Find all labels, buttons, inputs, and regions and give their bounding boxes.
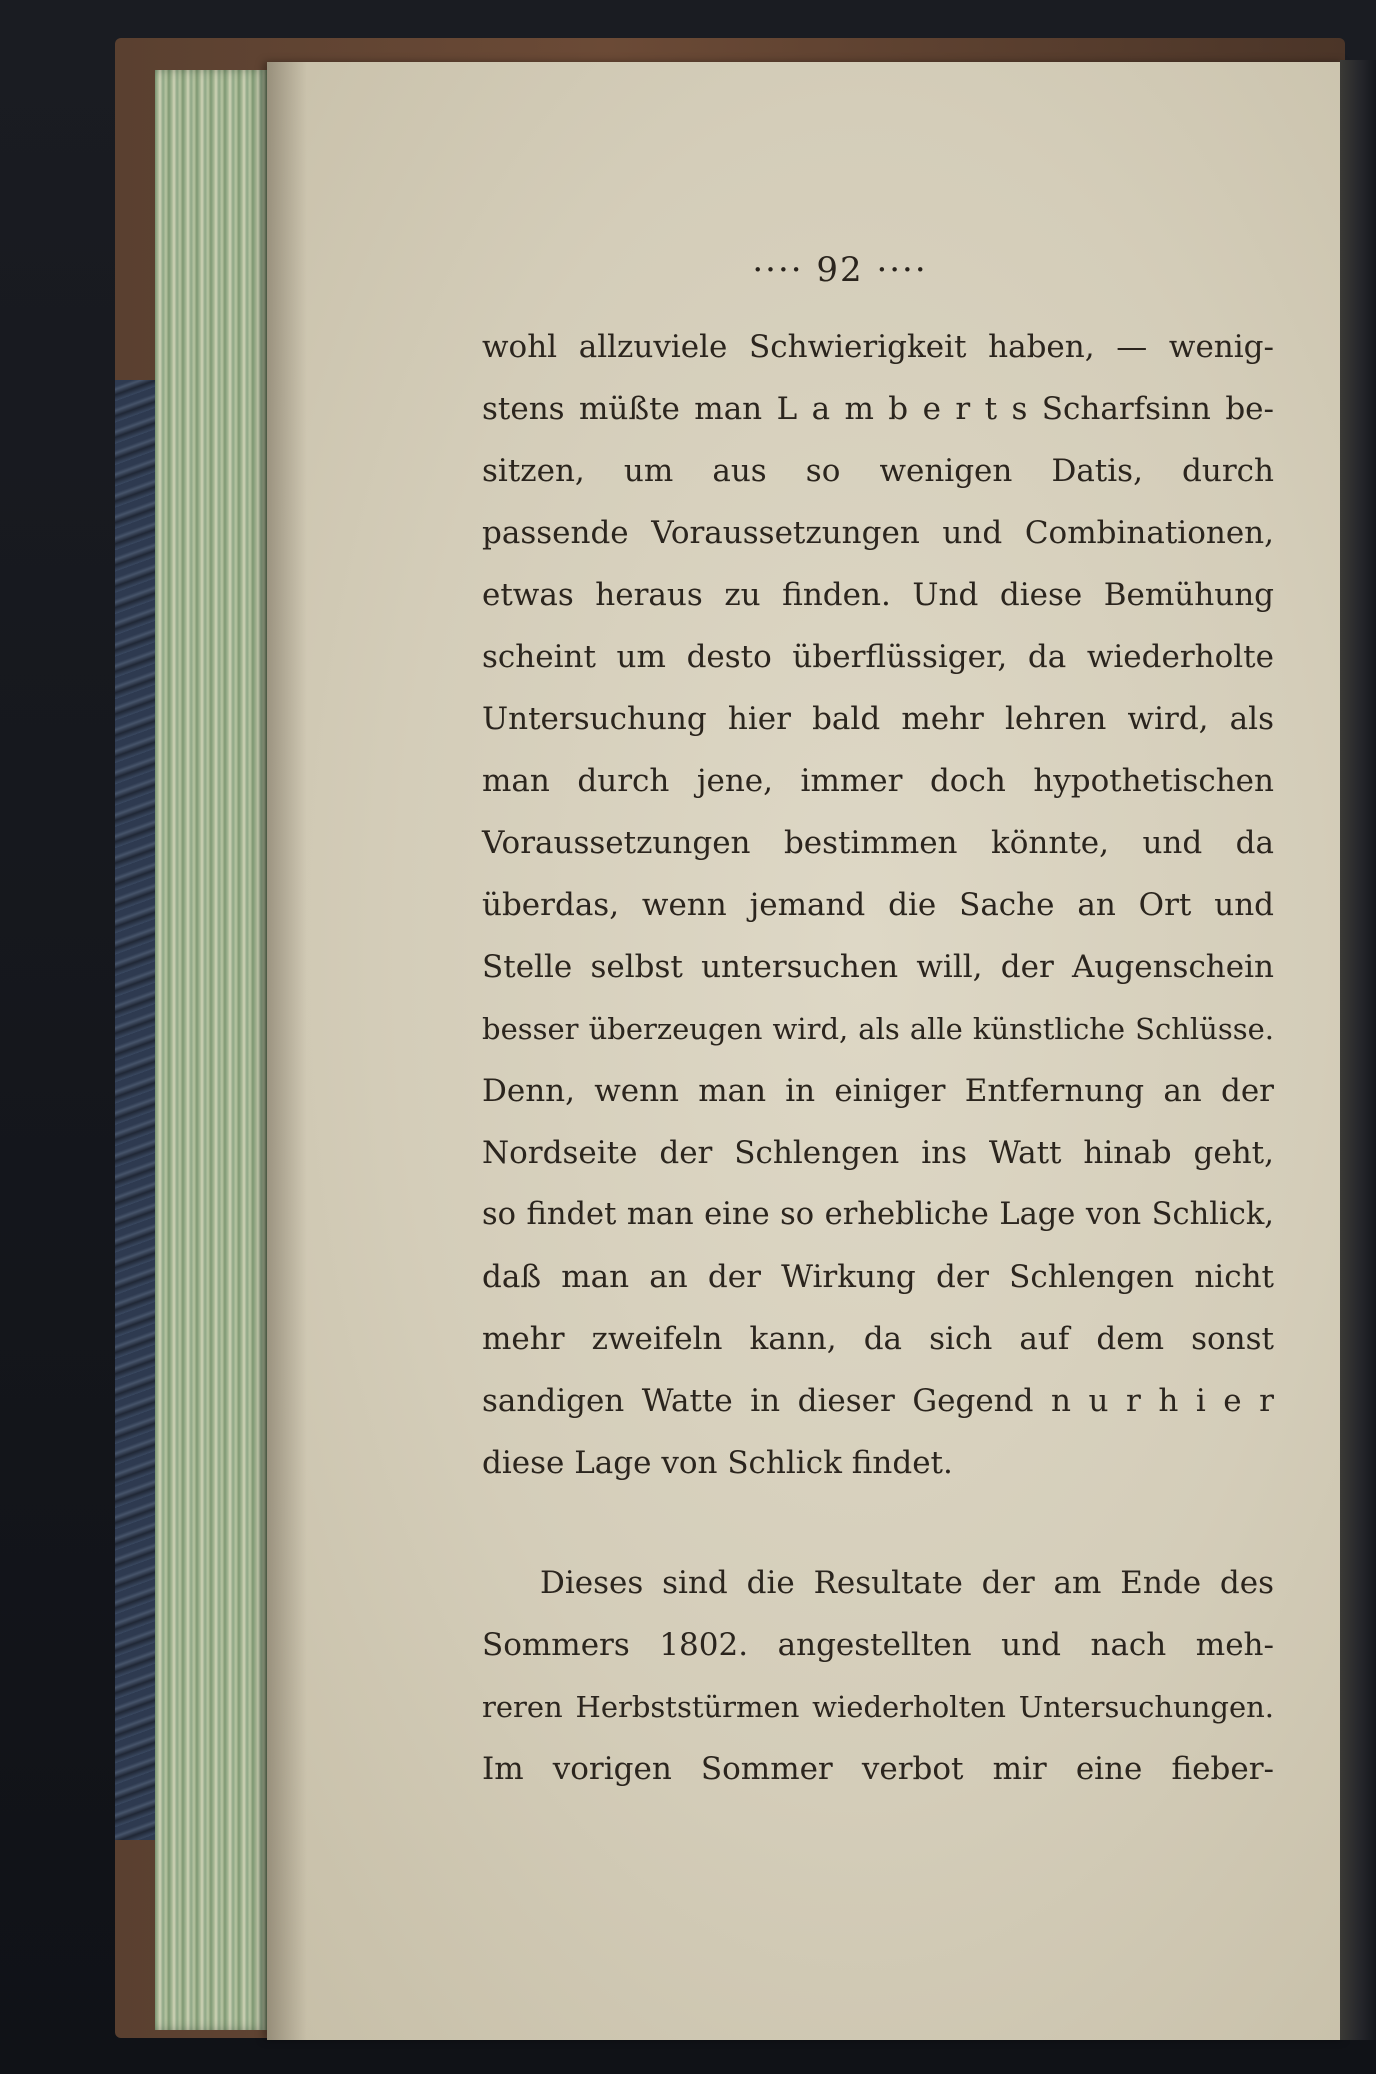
text-line: so findet man eine so erhebliche Lage von Schlick, (482, 1197, 1274, 1232)
text-line: Nordseite der Schlengen ins Watt hinab geht, (482, 1135, 1274, 1171)
text-block (482, 316, 1274, 1800)
text-line: daß man an der Wirkung der Schlengen nicht (482, 1259, 1274, 1295)
text-line: mehr zweifeln kann, da sich auf dem sonst (482, 1321, 1274, 1357)
text-line: sitzen, um aus so wenigen Datis, durch (482, 453, 1274, 489)
text-line: wohl allzuviele Schwierigkeit haben, — wenig- (482, 329, 1274, 365)
text-line: passende Voraussetzungen und Combinationen, (482, 515, 1274, 551)
text-line: scheint um desto überflüssiger, da wiederholte (482, 639, 1274, 675)
paragraph-2 (482, 1552, 1274, 1800)
marbled-spine (115, 380, 155, 1840)
text-line: Sommers 1802. angestellten und nach meh- (482, 1627, 1274, 1663)
text-line: sandigen Watte in dieser Gegend n u r h i e r (482, 1383, 1274, 1419)
text-line: diese Lage von Schlick findet. (482, 1445, 953, 1481)
text-line: Stelle selbst untersuchen will, der Augenschein (482, 949, 1274, 985)
text-line: Voraussetzungen bestimmen könnte, und da (482, 825, 1274, 861)
page-number: ···· 92 ···· (752, 250, 928, 290)
text-line: Dieses sind die Resultate der am Ende des (540, 1565, 1274, 1601)
text-line: stens müßte man L a m b e r t s Scharfsinn be- (482, 391, 1274, 427)
text-line: Im vorigen Sommer verbot mir eine fieber- (482, 1751, 1274, 1787)
page-edges (155, 70, 267, 2030)
paragraph-1 (482, 316, 1274, 1494)
text-line: besser überzeugen wird, als alle künstliche Schlüsse. (482, 1012, 1274, 1046)
gutter-shadow (267, 62, 307, 2040)
text-line: man durch jene, immer doch hypothetischen (482, 763, 1274, 799)
text-line: Denn, wenn man in einiger Entfernung an der (482, 1073, 1274, 1109)
text-line: etwas heraus zu finden. Und diese Bemühung (482, 577, 1274, 613)
text-line: Untersuchung hier bald mehr lehren wird, als (482, 701, 1274, 737)
paragraph-gap (482, 1494, 1274, 1552)
right-page-edge (1340, 60, 1376, 2040)
text-line: reren Herbststürmen wiederholten Untersuchungen. (482, 1690, 1274, 1724)
text-line: überdas, wenn jemand die Sache an Ort und (482, 887, 1274, 923)
